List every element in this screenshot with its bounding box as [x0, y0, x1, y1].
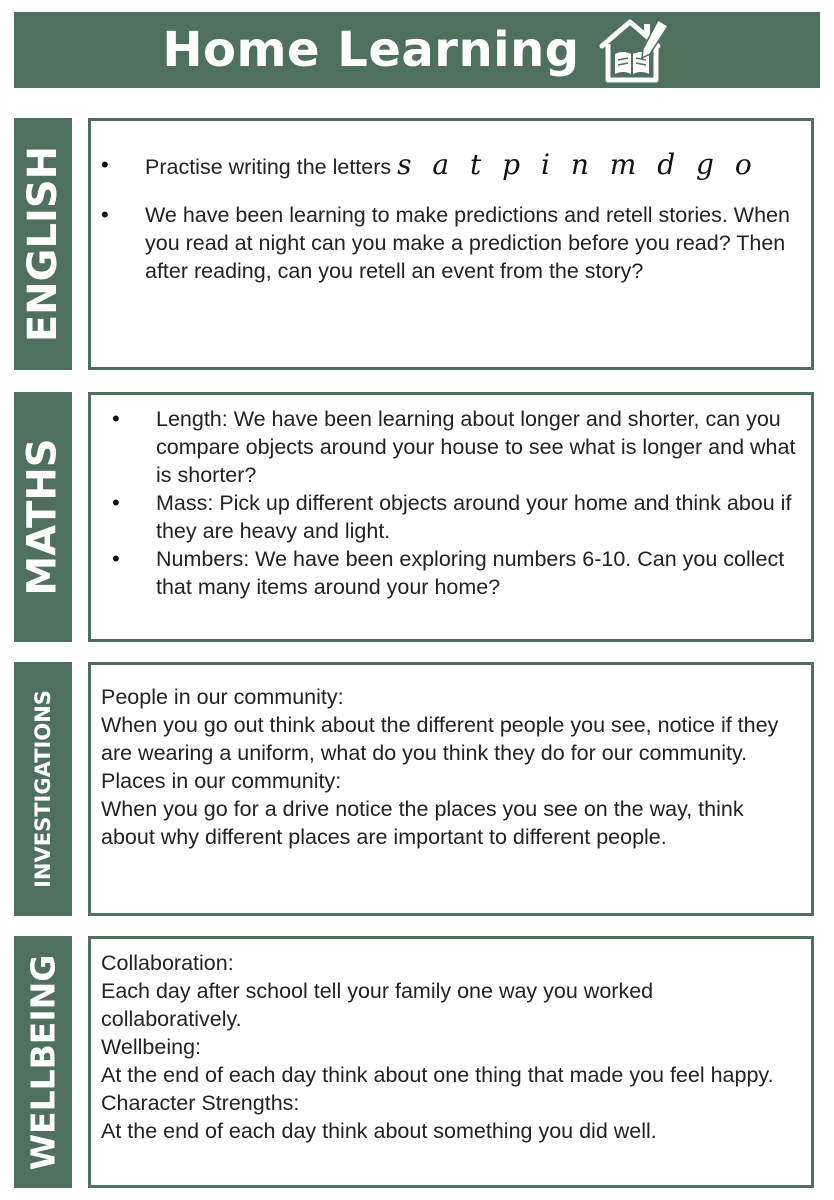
places-heading: Places in our community: — [101, 769, 342, 793]
people-text: When you go out think about the different people you see, notice if they are wearing a uniform, what do you think they do for our community. — [101, 713, 779, 765]
page-title: Home Learning — [162, 22, 580, 78]
investigations-box — [88, 662, 814, 916]
investigations-label: INVESTIGATIONS — [31, 690, 55, 888]
maths-label: MATHS — [20, 438, 67, 596]
english-item-letters — [145, 148, 793, 181]
wellbeing-text: At the end of each day think about one thing that made you feel happy. — [101, 1063, 774, 1087]
maths-item-mass: • Mass: Pick up different objects around your home and think abou if they are heavy and light. — [156, 489, 797, 545]
letters-handwriting: s a t p i n m d g o — [397, 148, 758, 181]
strengths-heading: Character Strengths: — [101, 1091, 300, 1115]
wellbeing-heading: Wellbeing: — [101, 1035, 201, 1059]
collaboration-text: Each day after school tell your family one way you worked collaboratively. — [101, 979, 654, 1031]
maths-item-numbers: • Numbers: We have been exploring numbers 6-10. Can you collect that many items around your home? — [156, 545, 797, 601]
english-side-label — [14, 118, 72, 370]
english-label: ENGLISH — [20, 145, 67, 343]
collaboration-heading: Collaboration: — [101, 951, 234, 975]
investigations-side-label — [14, 662, 72, 916]
maths-box — [88, 392, 814, 642]
house-book-pencil-icon — [598, 16, 672, 84]
wellbeing-label: WELLBEING — [23, 954, 63, 1170]
wellbeing-side-label — [14, 936, 72, 1188]
maths-item-length: • Length: We have been learning about longer and shorter, can you compare objects around your house to see what is longer and what is shorter? — [156, 405, 797, 489]
header-banner — [14, 12, 820, 88]
maths-side-label — [14, 392, 72, 642]
wellbeing-box — [88, 936, 814, 1188]
people-heading: People in our community: — [101, 685, 344, 709]
strengths-text: At the end of each day think about something you did well. — [101, 1119, 657, 1143]
english-item-predictions: • We have been learning to make predictions and retell stories. When you read at night can you make a prediction before you read? Then after reading, can you retell an event from the story? — [145, 201, 793, 285]
letters-instruction: Practise writing the letters — [145, 155, 392, 179]
places-text: When you go for a drive notice the places you see on the way, think about why different places are important to different people. — [101, 797, 744, 849]
english-box — [88, 118, 814, 370]
